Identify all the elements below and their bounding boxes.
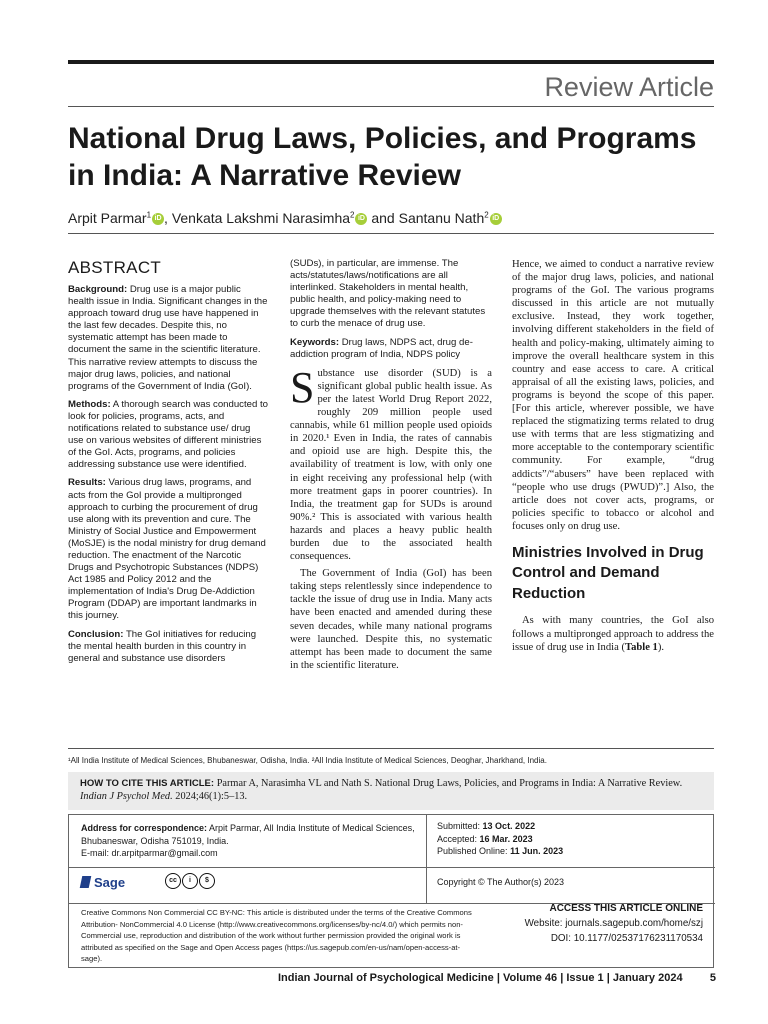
accepted-label: Accepted: xyxy=(437,833,478,844)
ministries-text: As with many countries, the GoI also follows a multipronged approach to address the issue of drug use in India ( xyxy=(512,615,714,653)
accepted-date: 16 Mar. 2023 xyxy=(479,833,533,844)
cite-journal: Indian J Psychol Med. xyxy=(80,791,173,802)
nc-icon: $ xyxy=(199,873,215,889)
author-name[interactable]: Venkata Lakshmi Narasimha xyxy=(171,210,351,226)
methods-text: A thorough search was conducted to look for policies, programs, acts, and notifications related to substance use/ drug use on various websites of different ministries of the GoI. Acts, programs, and policies addressing substance use were identified. xyxy=(68,398,268,471)
conclusion-continuation: (SUDs), in particular, are immense. The acts/statutes/laws/notifications are all interlinked. Stakeholders in mental health, public health, and policy-making need to upgrade themselves with the relevant statutes to curb the menace of drug use. xyxy=(290,258,486,330)
conclusion-text: The GoI initiatives for reducing the mental health burden in this country in general and substance use disorders xyxy=(68,628,257,664)
affiliation-marker: 1 xyxy=(146,210,152,220)
by-icon: i xyxy=(182,873,198,889)
article-type-label: Review Article xyxy=(544,72,714,102)
abstract-conclusion xyxy=(68,629,268,677)
table-1-link[interactable]: Table 1 xyxy=(624,641,658,653)
body-column-2 xyxy=(290,258,492,676)
affiliations-footnote: ¹All India Institute of Medical Sciences, Bhubaneswar, Odisha, India. ²All India Institute of Medical Sciences, Deoghar, Jharkhand, India. xyxy=(68,756,547,765)
keywords xyxy=(290,337,492,361)
aim-paragraph: Hence, we aimed to conduct a narrative review of the major drug laws, policies, and national programs of the GoI. The various programs discussed in this article are not mutually exclusive. Instead, they work together, involving different stakeholders in the field of health and policy-making, ultimately aiming to improve the overall healthcare system in this country and ease access to care. A critical appraisal of all the existing laws, policies, and programs is beyond the scope of this paper. [For this article, wherever possible, we have replaced the stigmatizing terms related to drug use with terms that are less stigmatizing and more acceptable to the contemporary scientific community. For example, “drug addicts”/“abusers” have been replaced with “people who use drugs (PWUD)”.] Also, the article does not cover acts, programs, or policies specific to tobacco or alcohol and focuses only on drug use. xyxy=(512,259,714,532)
authors-divider xyxy=(68,233,714,234)
body-divider xyxy=(68,748,714,749)
copyright-text: Copyright © The Author(s) 2023 xyxy=(437,877,565,887)
dates-block xyxy=(437,820,563,858)
cite-label: HOW TO CITE THIS ARTICLE: xyxy=(80,778,215,789)
article-title: National Drug Laws, Policies, and Programs in India: A Narrative Review xyxy=(68,122,697,192)
abstract-heading: ABSTRACT xyxy=(68,258,162,277)
abstract-column-1 xyxy=(68,258,268,683)
access-doi[interactable]: DOI: 10.1177/02537176231170534 xyxy=(550,933,703,944)
methods-label: Methods: xyxy=(68,398,111,410)
page-number: 5 xyxy=(709,972,716,984)
sage-logo[interactable] xyxy=(81,875,125,890)
background-label: Background: xyxy=(68,284,128,295)
abstract-background xyxy=(68,284,268,393)
keywords-label: Keywords: xyxy=(290,336,340,348)
published-label: Published Online: xyxy=(437,846,508,856)
header-divider xyxy=(68,106,714,107)
body-column-3 xyxy=(512,258,714,654)
affiliation-marker: 2 xyxy=(350,210,355,220)
orcid-icon[interactable]: iD xyxy=(490,213,502,225)
intro-text: ubstance use disorder (SUD) is a significant global public health issue. As per the latest World Drug Report 2022, roughly 209 million people used cannabis, while 61 million people used opioids in 2020.¹ Even in India, the rates of cannabis and opioid use are high. Despite this, the availability of treatment is low, with only one in eight receiving any professional help (with more treatment gaps in poorer countries). In India, the treatment gap for SUDs is around 90%.² This is associated with various health hazards and places a heavy public health burden due to the associated health consequences. xyxy=(290,367,492,563)
govt-paragraph: The Government of India (GoI) has been taking steps relentlessly since independence to tackle the issue of drug use in India. Many acts have been enacted and amended during these seven decades, while many national programs were launched. Despite this, no systematic attempt has been made to document the same in the scientific literature. xyxy=(290,568,492,671)
submitted-row xyxy=(437,820,563,833)
keywords-text: Drug laws, NDPS act, drug de-addiction program of India, NDPS policy xyxy=(290,336,473,360)
license-text: Creative Commons Non Commercial CC BY-NC: This article is distributed under the terms of the Creative Commons Attribution- NonCommercial 4.0 License (http://www.creativecommons.org/licenses/by-nc/4.0/) which permits non-Commercial use, reproduction and distribution of the work without further permission provided the original work is attributed as specified on the Sage and Open Access pages (https://us.sagepub.com/en-us/nam/open-access-at-sage). xyxy=(81,908,472,964)
access-website[interactable]: Website: journals.sagepub.com/home/szj xyxy=(524,918,703,929)
background-text: Drug use is a major public health issue in India. Significant changes in the approach toward drug use have happened in the last few decades. Despite this, no systematic attempt has been made to document the same in the scientific literature. This narrative review attempts to discuss the major drug laws, policies, and national programs of the Government of India (GoI). xyxy=(68,284,268,392)
access-heading: ACCESS THIS ARTICLE ONLINE xyxy=(549,903,703,914)
sage-logo-icon xyxy=(80,876,92,888)
access-online-block xyxy=(525,901,703,946)
abstract-methods xyxy=(68,399,268,472)
section-heading-ministries: Ministries Involved in Drug Control and Demand Reduction xyxy=(512,543,704,602)
ministries-text-end: ). xyxy=(657,641,665,653)
orcid-icon[interactable]: iD xyxy=(355,213,367,225)
author-separator: , xyxy=(164,210,172,226)
submitted-label: Submitted: xyxy=(437,821,481,831)
conclusion-label: Conclusion: xyxy=(68,628,124,640)
abstract-continuation xyxy=(290,258,492,361)
publisher-name: Sage xyxy=(94,875,126,890)
abstract-results xyxy=(68,477,268,622)
article-info-box xyxy=(68,814,714,968)
correspondence-address: Arpit Parmar, All India Institute of Medical Sciences, Bhubaneswar, Odisha 751019, India. xyxy=(81,823,415,846)
submitted-date: 13 Oct. 2022 xyxy=(482,821,536,831)
author-name[interactable]: Santanu Nath xyxy=(398,210,485,226)
correspondence-block xyxy=(81,822,421,860)
published-date: 11 Jun. 2023 xyxy=(510,846,564,856)
ministries-paragraph xyxy=(512,614,714,653)
correspondence-label: Address for correspondence: xyxy=(81,823,208,833)
cite-text: Parmar A, Narasimha VL and Nath S. National Drug Laws, Policies, and Programs in India: A Narrative Review. xyxy=(216,778,683,789)
cc-license-icons[interactable] xyxy=(165,873,216,889)
author-name[interactable]: Arpit Parmar xyxy=(68,210,147,226)
results-label: Results: xyxy=(68,477,106,489)
drop-cap: S xyxy=(290,362,315,412)
author-list xyxy=(68,210,502,226)
box-divider-vertical xyxy=(426,815,427,903)
correspondence-email[interactable]: E-mail: dr.arpitparmar@gmail.com xyxy=(81,848,218,858)
affiliation-marker: 2 xyxy=(484,210,489,220)
orcid-icon[interactable]: iD xyxy=(152,213,164,225)
accepted-row xyxy=(437,833,563,846)
results-text: Various drug laws, programs, and acts from the GoI provide a multipronged approach to curbing the procurement of drug use along with its prevention and cure. The Ministry of Social Justice and Empowerment (MoSJE) is the nodal ministry for drug demand reduction. The enactment of the Narcotic Drugs and Psychotropic Substances (NDPS) Act 1985 and Policy 2012 and the implementation of India's Drug De-Addiction Program (DDAP) are important landmarks in this journey. xyxy=(68,477,266,622)
cc-icon: cc xyxy=(165,873,181,889)
author-separator: and xyxy=(367,210,399,226)
top-rule xyxy=(68,60,714,64)
box-divider-1 xyxy=(69,867,715,868)
journal-footer: Indian Journal of Psychological Medicine | Volume 46 | Issue 1 | January 2024 xyxy=(278,972,683,984)
how-to-cite-box xyxy=(68,772,714,810)
cite-volume: 2024;46(1):5–13. xyxy=(175,791,248,802)
published-row xyxy=(437,845,563,858)
intro-paragraph xyxy=(290,362,492,563)
